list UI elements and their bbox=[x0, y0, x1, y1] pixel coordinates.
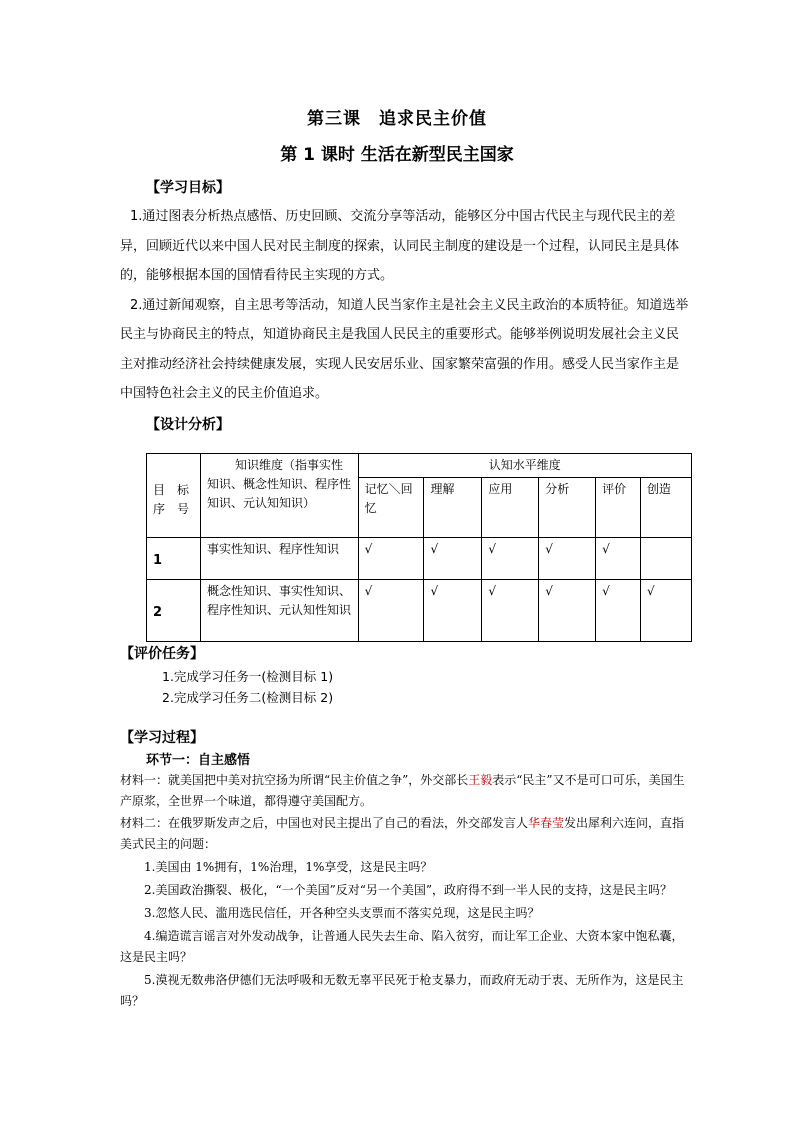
goal-number-header: 目 标 序 号 bbox=[147, 454, 201, 538]
check-cell bbox=[641, 538, 692, 580]
material-two bbox=[120, 813, 690, 855]
check-cell: √ bbox=[596, 580, 641, 642]
material-text: 表示“民主”又不是可口可乐，美国生产原浆，全世界一个味道，都得遵守美国配方。 bbox=[120, 773, 685, 808]
check-cell: √ bbox=[641, 580, 692, 642]
material-text: 材料二：在俄罗斯发声之后，中国也对民主提出了自己的看法，外交部发言人 bbox=[120, 816, 529, 830]
material-text: 发出犀利六连问，直指美式民主的问题： bbox=[120, 816, 685, 851]
question: 5.漠视无数弗洛伊德们无法呼吸和无数无辜平民死于枪支暴力，而政府无动于衷、无所作为，这是民主吗？ bbox=[120, 973, 684, 1008]
knowledge-cell: 事实性知识、程序性知识 bbox=[200, 538, 358, 580]
level-header: 应用 bbox=[482, 478, 539, 538]
goal-number: 1 bbox=[147, 538, 201, 580]
objective-paragraph: 2.通过新闻观察，自主思考等活动，知道人民当家作主是社会主义民主政治的本质特征。知道选举民主与协商民主的特点，知道协商民主是我国人民民主的重要形式。能够举例说明发展社会主义民主对推动经济社会持续健康发展，实现人民安居乐业、国家繁荣富强的作用。感受人民当家作主是中国特色社会主义的民主价值追求。 bbox=[120, 297, 689, 401]
evaluation-heading: 【评价任务】 bbox=[120, 646, 204, 662]
material-text: 材料一：就美国把中美对抗空扬为所谓“民主价值之争”，外交部长 bbox=[120, 773, 469, 787]
design-heading: 【设计分析】 bbox=[146, 417, 230, 433]
check-cell: √ bbox=[539, 580, 596, 642]
design-analysis-table bbox=[146, 453, 692, 642]
speaker-name: 华春莹 bbox=[528, 816, 565, 830]
check-cell: √ bbox=[482, 538, 539, 580]
question: 3.忽悠人民、滥用选民信任，开各种空头支票而不落实兑现，这是民主吗？ bbox=[144, 906, 540, 920]
material-one bbox=[120, 770, 690, 812]
session-title: 第 1 课时 生活在新型民主国家 bbox=[280, 145, 514, 165]
evaluation-item: 2.完成学习任务二(检测目标 2) bbox=[162, 690, 334, 705]
question: 4.编造谎言谣言对外发动战争，让普通人民失去生命、陷入贫穷，而让军工企业、大资本家中饱私囊，这是民主吗？ bbox=[120, 929, 684, 964]
level-header: 创造 bbox=[641, 478, 692, 538]
knowledge-cell: 概念性知识、事实性知识、程序性知识、元认知性知识 bbox=[200, 580, 358, 642]
check-cell: √ bbox=[424, 538, 482, 580]
speaker-name: 王毅 bbox=[468, 773, 493, 787]
level-header: 评价 bbox=[596, 478, 641, 538]
question: 2.美国政治撕裂、极化，“一个美国”反对“另一个美国”，政府得不到一半人民的支持，这是民主吗？ bbox=[144, 883, 672, 897]
question: 1.美国由 1%拥有，1%治理，1%享受，这是民主吗？ bbox=[144, 860, 433, 874]
objectives-heading: 【学习目标】 bbox=[146, 180, 230, 196]
goal-number: 2 bbox=[147, 580, 201, 642]
objective-paragraph: 1.通过图表分析热点感悟、历史回顾、交流分享等活动，能够区分中国古代民主与现代民主的差异，回顾近代以来中国人民对民主制度的探索，认同民主制度的建设是一个过程，认同民主是具体的，能够根据本国的国情看待民主实现的方式。 bbox=[120, 209, 680, 283]
check-cell: √ bbox=[358, 580, 424, 642]
check-cell: √ bbox=[482, 580, 539, 642]
step-title: 环节一：自主感悟 bbox=[146, 753, 251, 768]
knowledge-dimension-header: 知识维度（指事实性知识、概念性知识、程序性知识、元认知知识） bbox=[200, 454, 358, 538]
table-row bbox=[147, 538, 692, 580]
lesson-title: 第三课 追求民主价值 bbox=[307, 109, 487, 129]
level-header: 理解 bbox=[424, 478, 482, 538]
cognitive-dimension-header: 认知水平维度 bbox=[358, 454, 691, 478]
objectives-body bbox=[120, 202, 690, 409]
materials bbox=[120, 770, 690, 1012]
check-cell: √ bbox=[539, 538, 596, 580]
level-header: 记忆＼回忆 bbox=[358, 478, 424, 538]
evaluation-item: 1.完成学习任务一(检测目标 1) bbox=[162, 669, 334, 684]
level-header: 分析 bbox=[539, 478, 596, 538]
table-row bbox=[147, 580, 692, 642]
check-cell: √ bbox=[596, 538, 641, 580]
check-cell: √ bbox=[424, 580, 482, 642]
process-heading: 【学习过程】 bbox=[120, 730, 204, 746]
check-cell: √ bbox=[358, 538, 424, 580]
